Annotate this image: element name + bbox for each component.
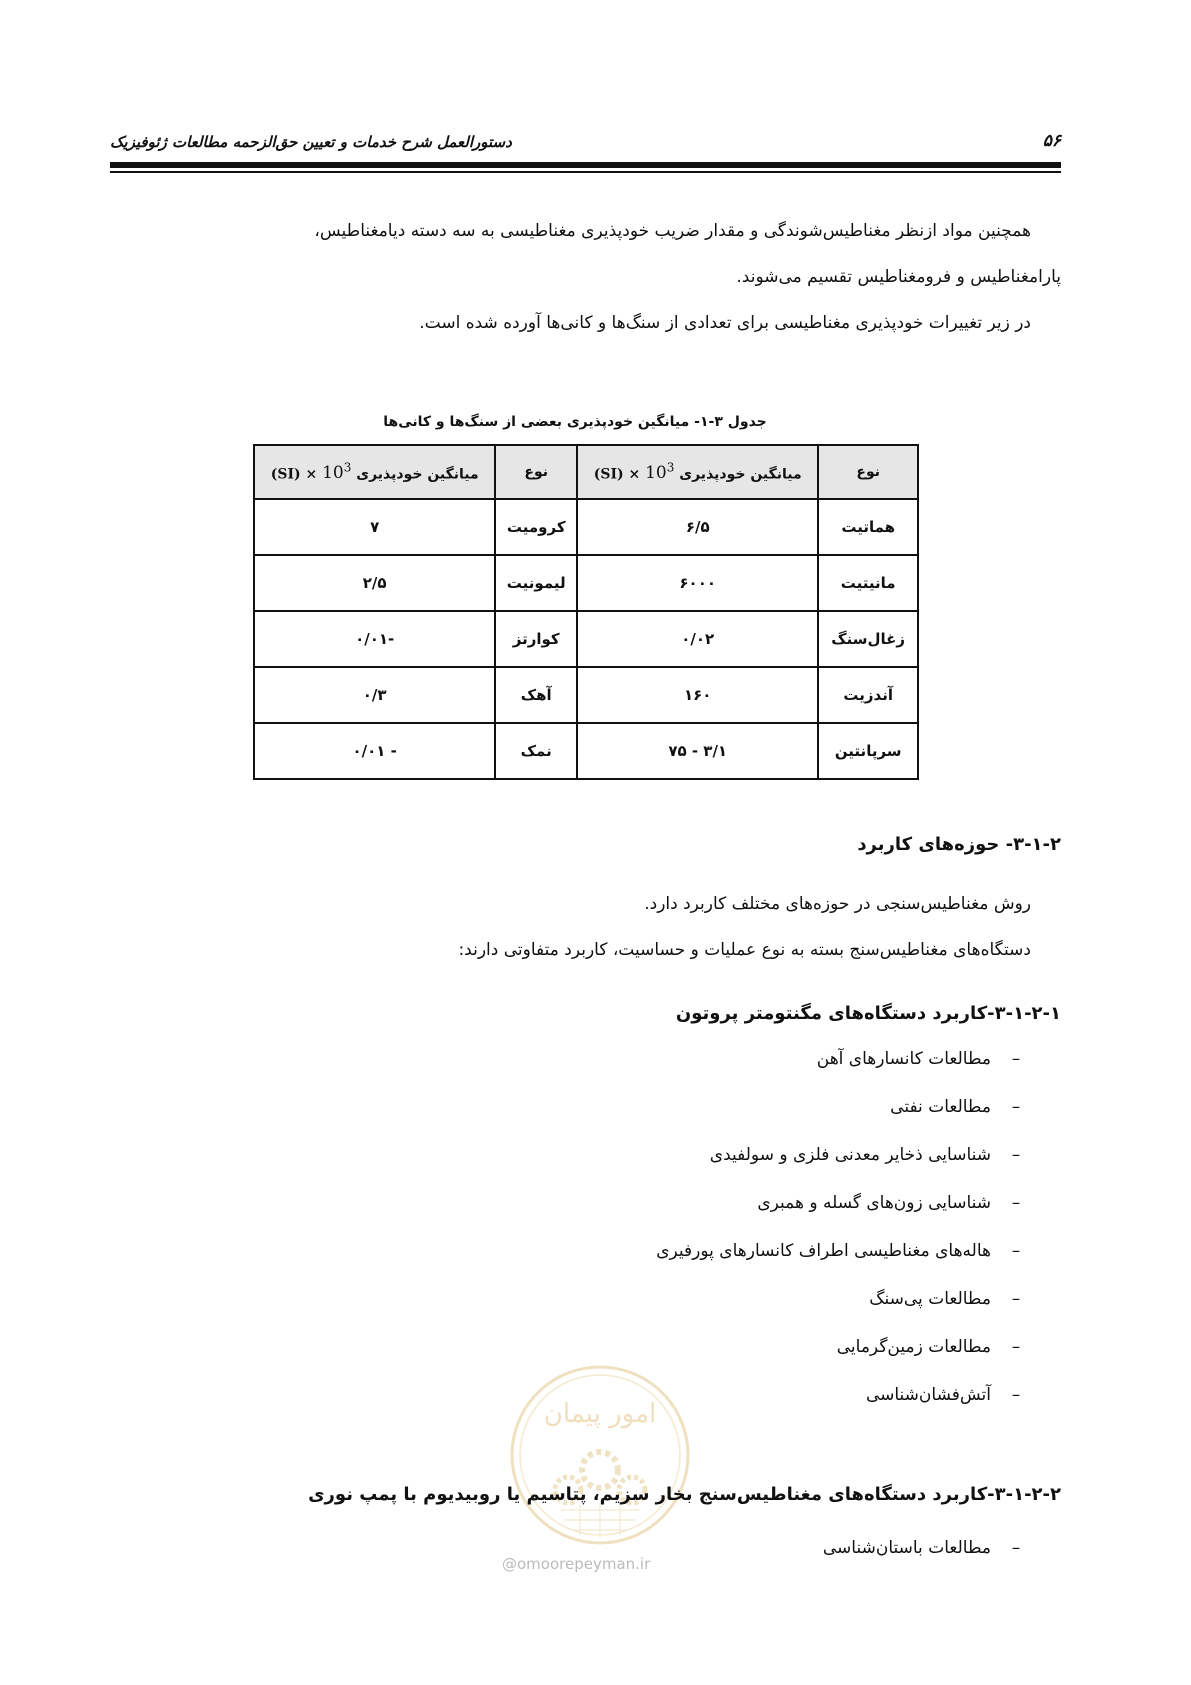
dash-bullet: – — [1011, 1538, 1021, 1558]
list-item: –شناسایی زون‌های گسله و همبری — [656, 1190, 1031, 1238]
section-heading-proton-magnetometer: ۳-۱-۲-۱-کاربرد دستگاه‌های مگنتومتر پروتون — [675, 1003, 1061, 1024]
cell-type: کوارتز — [495, 611, 577, 667]
applications-paragraph-2: دستگاه‌های مغناطیس‌سنج بسته به نوع عملیات و حساسیت، کاربرد متفاوتی دارند: — [458, 940, 1031, 960]
header-type-1: نوع — [818, 445, 918, 499]
applications-paragraph-1: روش مغناطیس‌سنجی در حوزه‌های مختلف کاربرد دارد. — [644, 894, 1031, 914]
table-row — [254, 555, 918, 611]
proton-magnetometer-uses-list — [656, 1046, 1031, 1430]
cell-type: لیمونیت — [495, 555, 577, 611]
intro-paragraph-line1: همچنین مواد ازنظر مغناطیس‌شوندگی و مقدار ضریب خودپذیری مغناطیسی به سه دسته دیامغناطیس، — [314, 221, 1031, 241]
table-row — [254, 499, 918, 555]
dash-bullet: – — [1011, 1049, 1021, 1069]
dash-bullet: – — [1011, 1193, 1021, 1213]
dash-bullet: – — [1011, 1241, 1021, 1261]
dash-bullet: – — [1011, 1145, 1021, 1165]
cell-value: ۰/۳ — [254, 667, 495, 723]
header-rule-thick — [110, 162, 1061, 168]
section-heading-optically-pumped-magnetometer: ۳-۱-۲-۲-کاربرد دستگاه‌های مغناطیس‌سنج بخار سزیم، پتاسیم یا روبیدیوم با پمپ نوری — [308, 1484, 1061, 1505]
cell-value: ۶/۵ — [577, 499, 818, 555]
section-heading-applications: ۳-۱-۲- حوزه‌های کاربرد — [857, 834, 1061, 855]
table-row — [254, 723, 918, 779]
list-item: –مطالعات زمین‌گرمایی — [656, 1334, 1031, 1382]
table-row — [254, 611, 918, 667]
list-item: –مطالعات پی‌سنگ — [656, 1286, 1031, 1334]
list-item: –شناسایی ذخایر معدنی فلزی و سولفیدی — [656, 1142, 1031, 1190]
cell-value: ۳/۱ - ۷۵ — [577, 723, 818, 779]
optically-pumped-uses-list — [823, 1535, 1031, 1583]
cell-value: - ۰/۰۱ — [254, 723, 495, 779]
cell-type: زغال‌سنگ — [818, 611, 918, 667]
dash-bullet: – — [1011, 1385, 1021, 1405]
running-header-title: دستورالعمل شرح خدمات و تعیین حق‌الزحمه مطالعات ژئوفیزیک — [110, 133, 512, 151]
si-unit-label: (SI) × — [593, 466, 641, 483]
header-type-2: نوع — [495, 445, 577, 499]
intro-paragraph-table-lead: در زیر تغییرات خودپذیری مغناطیسی برای تعدادی از سنگ‌ها و کانی‌ها آورده شده است. — [419, 313, 1031, 333]
list-item: –هاله‌های مغناطیسی اطراف کانسارهای پورفیری — [656, 1238, 1031, 1286]
cell-type: آندزیت — [818, 667, 918, 723]
table-caption: جدول ۳-۱- میانگین خودپذیری بعضی از سنگ‌ها و کانی‌ها — [383, 414, 767, 430]
cell-type: کرومیت — [495, 499, 577, 555]
table-row — [254, 667, 918, 723]
cell-value: ۰/۰۲ — [577, 611, 818, 667]
header-mean-label: میانگین خودپذیری — [356, 466, 479, 483]
dash-bullet: – — [1011, 1337, 1021, 1357]
omoor-peyman-watermark-logo — [490, 1360, 710, 1550]
watermark-logo-text: امور پیمان — [543, 1399, 657, 1429]
cell-type: سرپانتین — [818, 723, 918, 779]
header-mean-label: میانگین خودپذیری — [679, 466, 802, 483]
cell-type: نمک — [495, 723, 577, 779]
cell-value: ۷ — [254, 499, 495, 555]
header-mean-1 — [577, 445, 818, 499]
si-unit-label: (SI) × — [270, 466, 318, 483]
list-item: –مطالعات کانسارهای آهن — [656, 1046, 1031, 1094]
list-item: –آتش‌فشان‌شناسی — [656, 1382, 1031, 1430]
power-of-ten: $10^3$ — [322, 460, 352, 484]
dash-bullet: – — [1011, 1289, 1021, 1309]
header-rule-thin — [110, 171, 1061, 173]
cell-value: ۱۶۰ — [577, 667, 818, 723]
table-header-row — [254, 445, 918, 499]
cell-value: ۶۰۰۰ — [577, 555, 818, 611]
header-mean-2 — [254, 445, 495, 499]
list-item: –مطالعات نفتی — [656, 1094, 1031, 1142]
dash-bullet: – — [1011, 1097, 1021, 1117]
susceptibility-table — [253, 444, 919, 780]
watermark-url: @omoorepeyman.ir — [502, 1555, 651, 1573]
cell-type: آهک — [495, 667, 577, 723]
list-item: –مطالعات باستان‌شناسی — [823, 1535, 1031, 1583]
cell-type: مانیتیت — [818, 555, 918, 611]
cell-value: -۰/۰۱ — [254, 611, 495, 667]
cell-type: هماتیت — [818, 499, 918, 555]
power-of-ten: $10^3$ — [645, 460, 675, 484]
intro-paragraph-line2: پارامغناطیس و فرومغناطیس تقسیم می‌شوند. — [736, 267, 1061, 287]
cell-value: ۲/۵ — [254, 555, 495, 611]
page-number: ۵۶ — [1042, 131, 1061, 151]
